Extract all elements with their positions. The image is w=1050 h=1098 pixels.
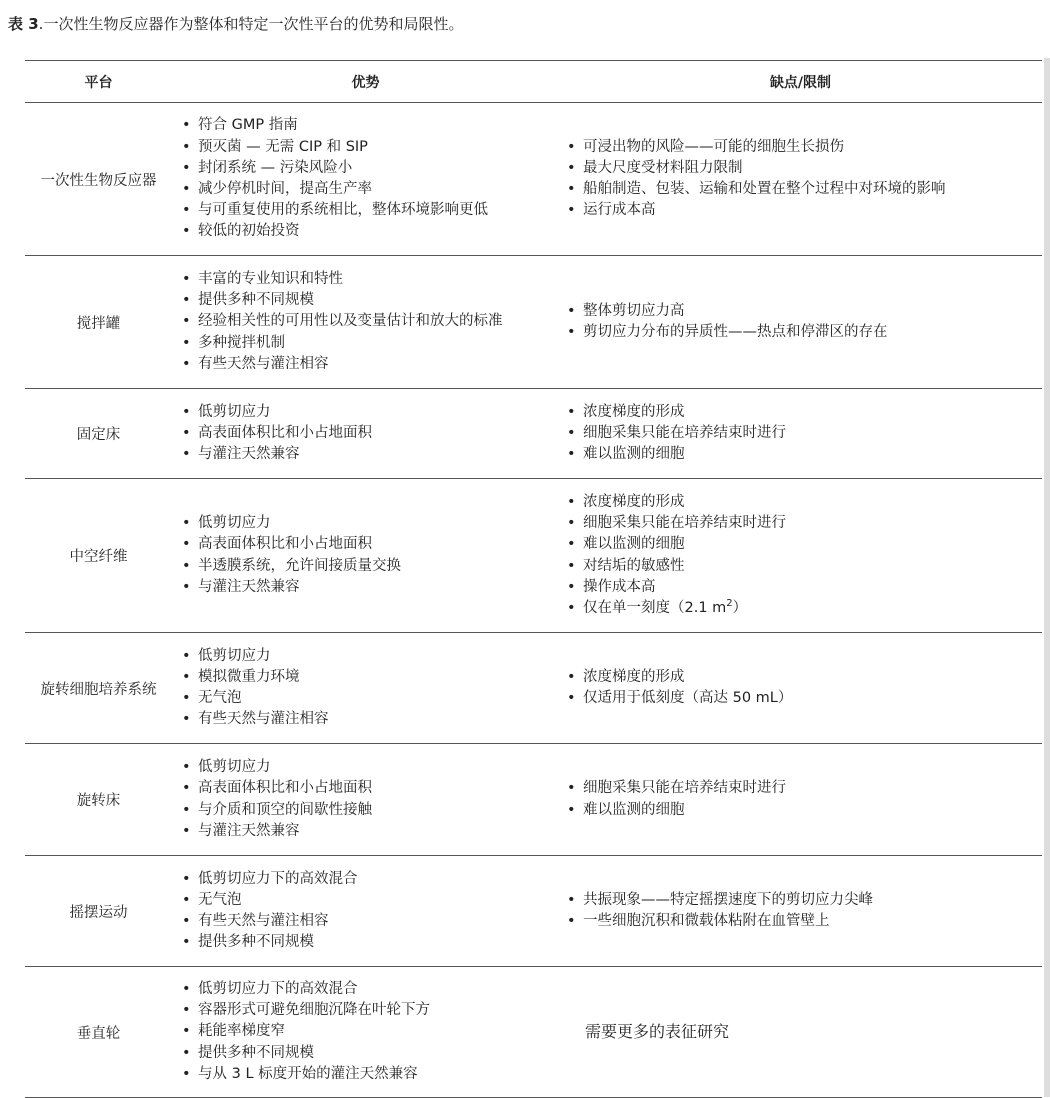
comparison-table-container (25, 60, 1042, 1098)
list-item: • 最大尺度受材料阻力限制 (559, 158, 1042, 179)
list-item: • 封闭系统 — 污染风险小 (174, 158, 559, 179)
list-item: • 剪切应力分布的异质性——热点和停滞区的存在 (559, 322, 1042, 343)
list-item: • 与灌注天然兼容 (174, 821, 559, 842)
list-item: • 有些天然与灌注相容 (174, 911, 559, 932)
advantages-cell (172, 856, 559, 967)
list-item: • 操作成本高 (559, 577, 1042, 598)
list-item: • 低剪切应力 (174, 757, 559, 778)
advantages-cell (172, 633, 559, 744)
disadvantages-cell (559, 479, 1042, 633)
disadvantages-list (559, 778, 1042, 820)
characterization-note: 需要更多的表征研究 (585, 1022, 730, 1041)
advantages-cell (172, 479, 559, 633)
list-item: • 难以监测的细胞 (559, 444, 1042, 465)
platform-cell: 搅拌罐 (25, 256, 172, 389)
disadvantages-list (559, 137, 1042, 222)
list-item: • 较低的初始投资 (174, 221, 559, 242)
page-edge-strip (1044, 58, 1050, 1097)
list-item: • 高表面体积比和小占地面积 (174, 778, 559, 799)
list-item: • 运行成本高 (559, 200, 1042, 221)
list-item: • 低剪切应力 (174, 402, 559, 423)
disadvantages-cell (559, 967, 1042, 1098)
platform-cell: 固定床 (25, 389, 172, 479)
list-item: • 难以监测的细胞 (559, 800, 1042, 821)
advantages-list (172, 115, 559, 242)
disadvantages-list (559, 492, 1042, 619)
list-item: • 提供多种不同规模 (174, 1043, 559, 1064)
advantages-list (172, 402, 559, 466)
list-item: • 浓度梯度的形成 (559, 492, 1042, 513)
platform-cell: 旋转床 (25, 744, 172, 856)
table-row (25, 967, 1042, 1098)
list-item: • 细胞采集只能在培养结束时进行 (559, 778, 1042, 799)
list-item: • 有些天然与灌注相容 (174, 709, 559, 730)
list-item: • 与可重复使用的系统相比，整体环境影响更低 (174, 200, 559, 221)
list-item: • 与灌注天然兼容 (174, 444, 559, 465)
list-item: • 预灭菌 — 无需 CIP 和 SIP (174, 137, 559, 158)
list-item (559, 598, 1042, 619)
advantages-list (172, 979, 559, 1085)
list-item: • 高表面体积比和小占地面积 (174, 423, 559, 444)
list-item: • 低剪切应力 (174, 646, 559, 667)
platform-cell: 中空纤维 (25, 479, 172, 633)
table-row (25, 633, 1042, 744)
disadvantages-cell (559, 744, 1042, 856)
list-item: • 提供多种不同规模 (174, 290, 559, 311)
platform-cell: 垂直轮 (25, 967, 172, 1098)
disadvantages-list (559, 890, 1042, 932)
advantages-list (172, 757, 559, 842)
advantages-list (172, 646, 559, 731)
list-item: • 细胞采集只能在培养结束时进行 (559, 423, 1042, 444)
header-platform: 平台 (25, 61, 172, 103)
table-caption (8, 12, 463, 36)
list-item: • 与介质和顶空的间歇性接触 (174, 800, 559, 821)
disadvantages-list (559, 667, 1042, 709)
list-item: • 可浸出物的风险——可能的细胞生长损伤 (559, 137, 1042, 158)
list-item: • 仅适用于低刻度（高达 50 mL） (559, 688, 1042, 709)
list-item: • 无气泡 (174, 688, 559, 709)
list-item: • 减少停机时间，提高生产率 (174, 179, 559, 200)
caption-text: .一次性生物反应器作为整体和特定一次性平台的优势和局限性。 (38, 15, 464, 33)
list-item: • 半透膜系统，允许间接质量交换 (174, 556, 559, 577)
scale-text-suffix: ） (732, 599, 748, 616)
disadvantages-cell (559, 389, 1042, 479)
header-row (25, 61, 1042, 103)
platform-cell: 一次性生物反应器 (25, 103, 172, 256)
disadvantages-cell (559, 633, 1042, 744)
advantages-list (172, 513, 559, 598)
list-item: • 提供多种不同规模 (174, 932, 559, 953)
scale-text-prefix: 仅在单一刻度（2.1 m (583, 599, 727, 616)
list-item: • 一些细胞沉积和微载体粘附在血管壁上 (559, 911, 1042, 932)
disadvantages-cell (559, 856, 1042, 967)
header-disadvantages: 缺点/限制 (559, 61, 1042, 103)
advantages-cell (172, 389, 559, 479)
list-item: • 模拟微重力环境 (174, 667, 559, 688)
table-row (25, 856, 1042, 967)
list-item: • 与从 3 L 标度开始的灌注天然兼容 (174, 1064, 559, 1085)
list-item: • 低剪切应力 (174, 513, 559, 534)
list-item: • 经验相关性的可用性以及变量估计和放大的标准 (174, 311, 559, 332)
list-item: • 浓度梯度的形成 (559, 667, 1042, 688)
list-item: • 无气泡 (174, 890, 559, 911)
caption-label: 表 3 (8, 15, 39, 33)
disadvantages-cell (559, 256, 1042, 389)
list-item: • 低剪切应力下的高效混合 (174, 869, 559, 890)
platform-cell: 摇摆运动 (25, 856, 172, 967)
list-item: • 浓度梯度的形成 (559, 402, 1042, 423)
header-advantages: 优势 (172, 61, 559, 103)
list-item: • 与灌注天然兼容 (174, 577, 559, 598)
platform-cell: 旋转细胞培养系统 (25, 633, 172, 744)
list-item: • 有些天然与灌注相容 (174, 354, 559, 375)
list-item: • 容器形式可避免细胞沉降在叶轮下方 (174, 1000, 559, 1021)
table-row (25, 389, 1042, 479)
list-item: • 难以监测的细胞 (559, 534, 1042, 555)
table-row (25, 256, 1042, 389)
list-item: • 多种搅拌机制 (174, 333, 559, 354)
table-row (25, 744, 1042, 856)
advantages-cell (172, 256, 559, 389)
list-item: • 符合 GMP 指南 (174, 115, 559, 136)
comparison-table (25, 60, 1042, 1098)
table-row (25, 479, 1042, 633)
advantages-cell (172, 967, 559, 1098)
list-item: • 丰富的专业知识和特性 (174, 269, 559, 290)
list-item: • 高表面体积比和小占地面积 (174, 534, 559, 555)
list-item: • 船舶制造、包装、运输和处置在整个过程中对环境的影响 (559, 179, 1042, 200)
disadvantages-cell (559, 103, 1042, 256)
list-item: • 耗能率梯度窄 (174, 1021, 559, 1042)
list-item: • 细胞采集只能在培养结束时进行 (559, 513, 1042, 534)
advantages-cell (172, 103, 559, 256)
advantages-cell (172, 744, 559, 856)
disadvantages-list (559, 301, 1042, 343)
disadvantages-list (559, 402, 1042, 466)
list-item: • 对结垢的敏感性 (559, 556, 1042, 577)
list-item: • 整体剪切应力高 (559, 301, 1042, 322)
advantages-list (172, 869, 559, 954)
advantages-list (172, 269, 559, 375)
scale-exponent: 2 (726, 598, 733, 610)
list-item: • 低剪切应力下的高效混合 (174, 979, 559, 1000)
table-row (25, 103, 1042, 256)
list-item: • 共振现象——特定摇摆速度下的剪切应力尖峰 (559, 890, 1042, 911)
